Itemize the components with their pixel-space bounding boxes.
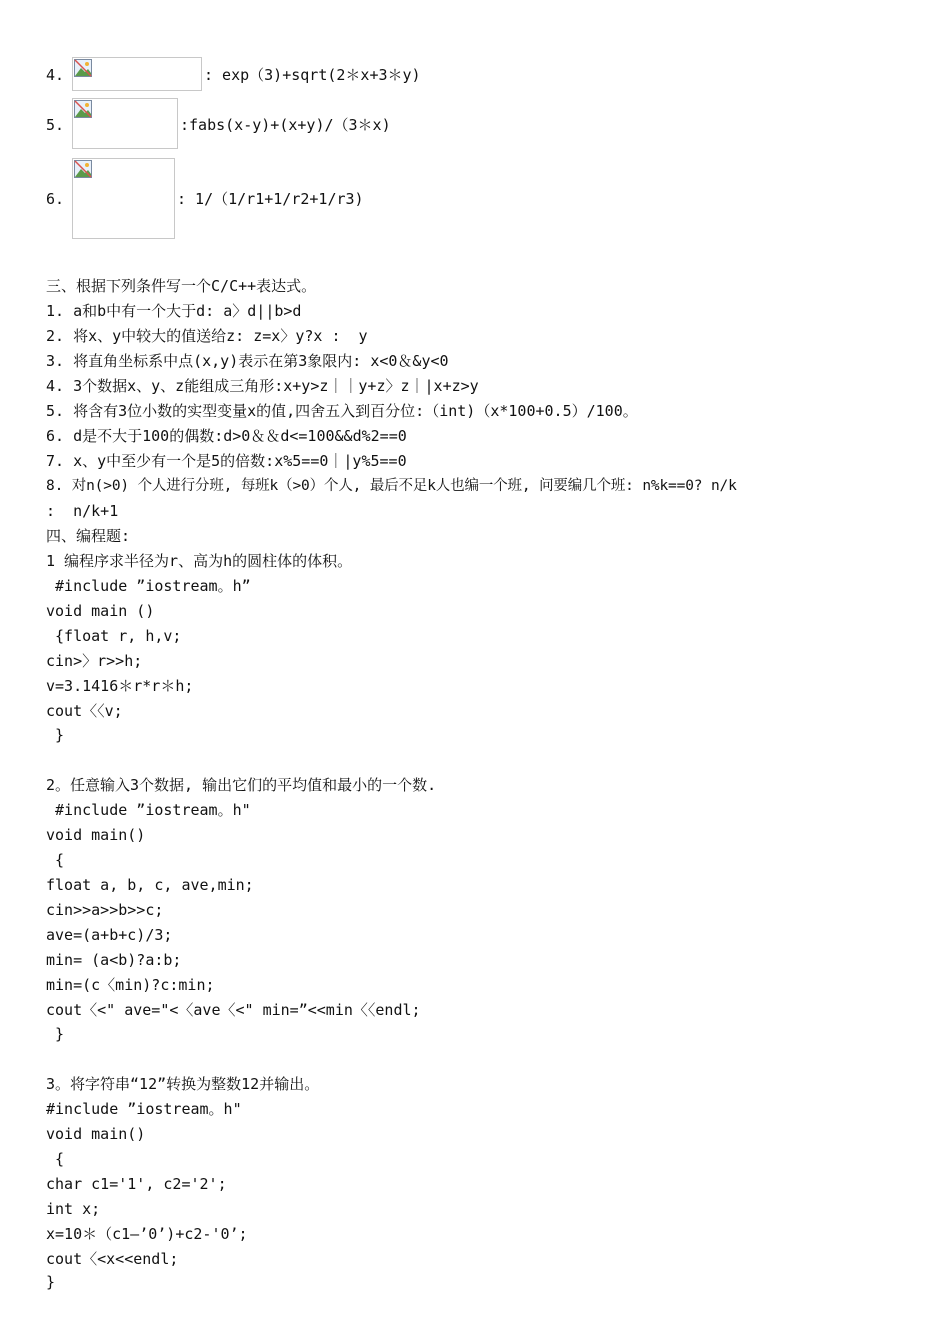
list-item: 8. 对n(>0) 个人进行分班, 每班k（>0）个人, 最后不足k人也编一个班, 问要编几个班: n%k==0? n/k	[46, 478, 737, 494]
section-heading: 三、根据下列条件写一个C/C++表达式。	[46, 277, 317, 295]
code-line: {	[46, 1150, 65, 1168]
formula-text: : exp（3)+sqrt(2＊x+3＊y)	[204, 66, 421, 84]
code-line: }	[46, 1273, 56, 1291]
list-item: 5. 将含有3位小数的实型变量x的值,四舍五入到百分位:（int)（x*100+0.5）/100。	[46, 402, 638, 420]
code-line: void main()	[46, 1125, 146, 1143]
code-line: }	[46, 726, 65, 744]
broken-image	[72, 158, 175, 239]
code-line: void main ()	[46, 602, 155, 620]
list-item: 3. 将直角坐标系中点(x,y)表示在第3象限内: x<0＆&y<0	[46, 352, 449, 370]
code-line: cout〈<x<<endl;	[46, 1250, 179, 1268]
code-line: cout〈〈v;	[46, 702, 123, 720]
code-line: #include ”iostream。h"	[46, 801, 251, 819]
item-number: 6.	[46, 190, 65, 208]
code-line: float a, b, c, ave,min;	[46, 876, 254, 894]
list-item: 2. 将x、y中较大的值送给z: z=x〉y?x : y	[46, 327, 368, 345]
code-line: x=10＊（c1—’0’)+c2-'0’;	[46, 1225, 248, 1243]
code-line: #include ”iostream。h"	[46, 1100, 242, 1118]
list-item: 4. 3个数据x、y、z能组成三角形:x+y>z｜｜y+z〉z｜|x+z>y	[46, 377, 479, 395]
problem-title: 3。将字符串“12”转换为整数12并输出。	[46, 1075, 320, 1093]
problem-title: 1 编程序求半径为r、高为h的圆柱体的体积。	[46, 552, 353, 570]
broken-image-icon	[74, 160, 92, 178]
code-line: void main()	[46, 826, 146, 844]
code-line: char c1='1', c2='2';	[46, 1175, 227, 1193]
code-line: }	[46, 1025, 65, 1043]
broken-image	[72, 98, 178, 149]
broken-image-icon	[74, 100, 92, 118]
formula-text: : 1/（1/r1+1/r2+1/r3)	[177, 190, 364, 208]
code-line: cout〈<" ave="<〈ave〈<" min=”<<min〈〈endl;	[46, 1001, 421, 1019]
code-line: cin>>a>>b>>c;	[46, 901, 164, 919]
problem-title: 2。任意输入3个数据, 输出它们的平均值和最小的一个数.	[46, 776, 437, 794]
code-line: {float r, h,v;	[46, 627, 182, 645]
code-line: v=3.1416＊r*r＊h;	[46, 677, 194, 695]
list-item: 7. x、y中至少有一个是5的倍数:x%5==0｜|y%5==0	[46, 452, 407, 470]
item-number: 4.	[46, 66, 65, 84]
code-line: min= (a<b)?a:b;	[46, 951, 182, 969]
code-line: #include ”iostream。h”	[46, 577, 251, 595]
code-line: {	[46, 851, 65, 869]
broken-image-icon	[74, 59, 92, 77]
list-item: 6. d是不大于100的偶数:d>0＆＆d<=100&&d%2==0	[46, 427, 407, 445]
code-line: cin>〉r>>h;	[46, 652, 143, 670]
broken-image	[72, 57, 202, 91]
list-item-continuation: : n/k+1	[46, 502, 119, 520]
code-line: int x;	[46, 1200, 101, 1218]
code-line: min=(c〈min)?c:min;	[46, 976, 215, 994]
item-number: 5.	[46, 116, 65, 134]
code-line: ave=(a+b+c)/3;	[46, 926, 173, 944]
formula-text: :fabs(x-y)+(x+y)/（3＊x)	[180, 116, 391, 134]
section-heading: 四、编程题:	[46, 527, 131, 545]
list-item: 1. a和b中有一个大于d: a〉d||b>d	[46, 302, 302, 320]
